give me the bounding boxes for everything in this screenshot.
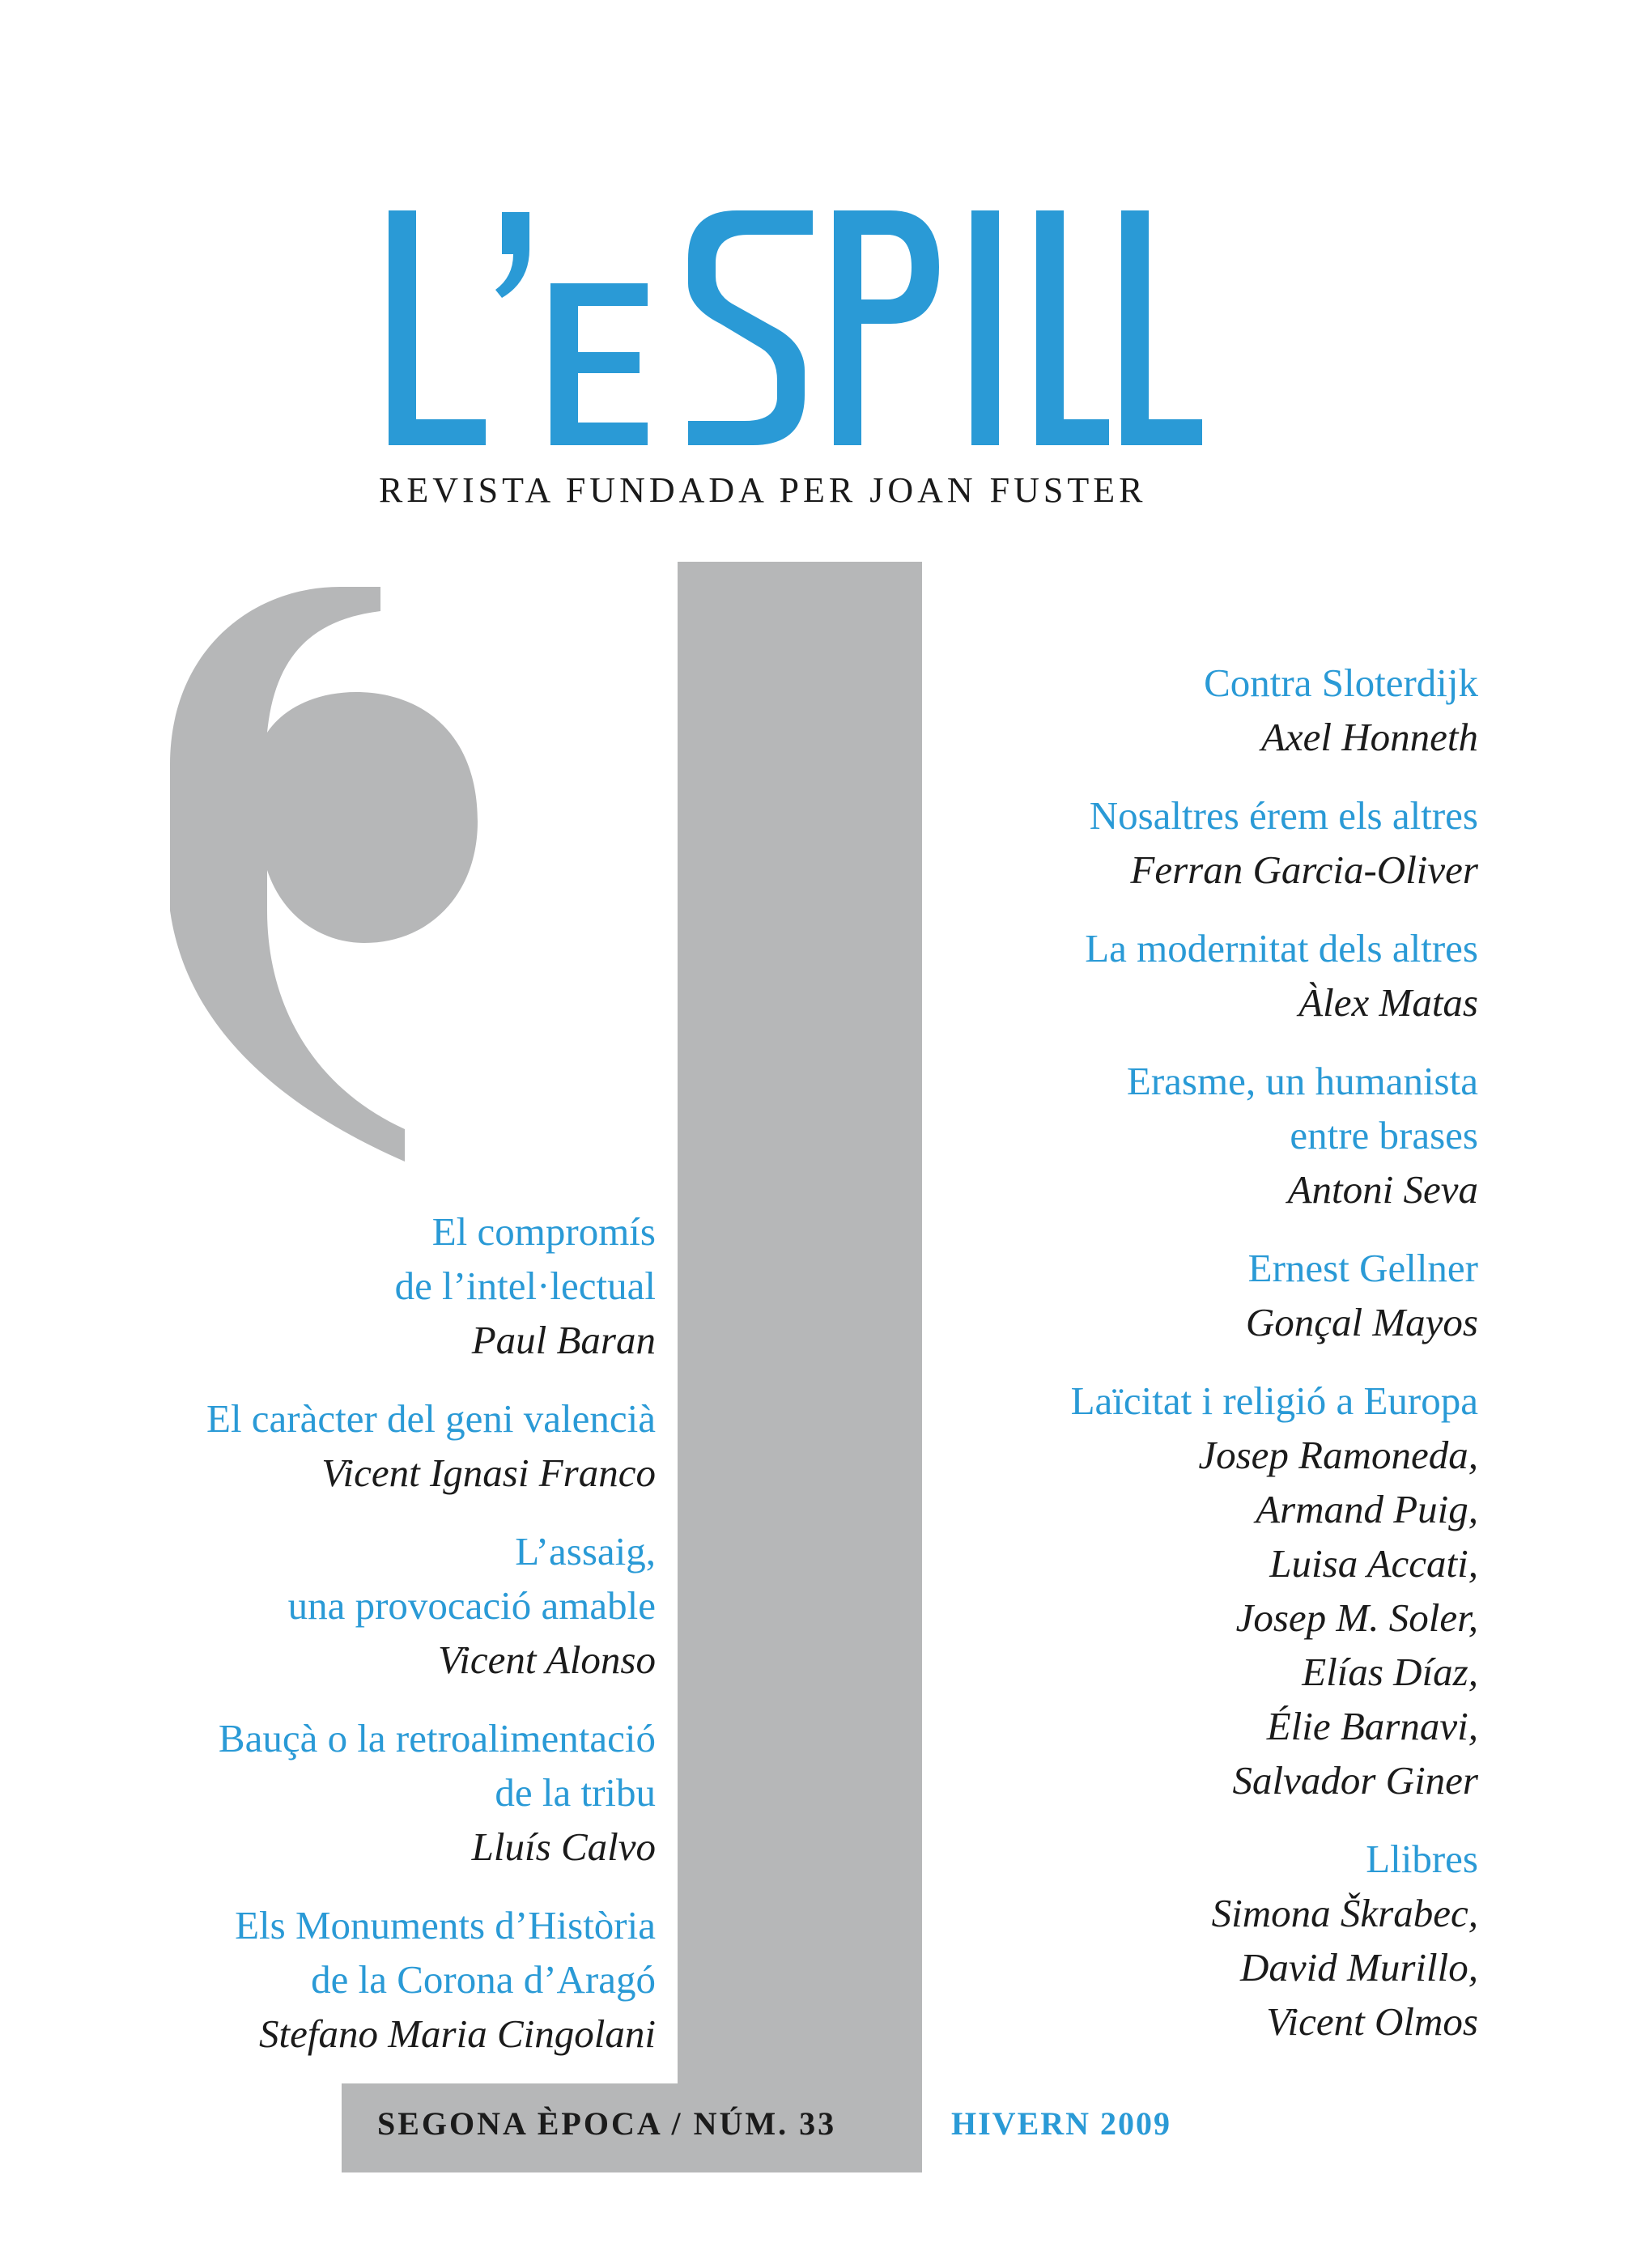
article-item — [939, 1054, 1478, 1217]
gray-vertical-bar — [678, 562, 922, 2109]
article-title: El compromís de l’intel·lectual — [394, 1209, 656, 1308]
comma-graphic — [154, 571, 494, 1170]
article-author: Vicent Ignasi Franco — [321, 1450, 656, 1495]
article-author: Simona Škrabec, David Murillo, Vicent Olmos — [1211, 1891, 1478, 2044]
article-author: Stefano Maria Cingolani — [259, 2011, 656, 2056]
article-author: Gonçal Mayos — [1245, 1300, 1478, 1344]
article-author: Lluís Calvo — [471, 1824, 656, 1869]
article-title: Ernest Gellner — [1247, 1246, 1478, 1290]
article-author: Vicent Alonso — [438, 1637, 656, 1682]
article-item — [49, 1391, 656, 1500]
article-title: Laïcitat i religió a Europa — [1070, 1378, 1478, 1423]
article-item — [939, 656, 1478, 764]
article-item — [49, 1898, 656, 2061]
article-item — [49, 1204, 656, 1367]
article-title: Bauçà o la retroalimentació de la tribu — [218, 1716, 656, 1815]
article-author: Paul Baran — [471, 1318, 656, 1362]
masthead-logo — [380, 202, 1206, 453]
article-author: Josep Ramoneda, Armand Puig, Luisa Accati, Josep M. Soler, Elías Díaz, Élie Barnavi, Salvador Giner — [1198, 1433, 1478, 1803]
article-item — [49, 1524, 656, 1687]
article-item — [939, 1374, 1478, 1807]
article-title: El caràcter del geni valencià — [206, 1396, 656, 1441]
article-title: Contra Sloterdijk — [1204, 660, 1478, 705]
article-author: Axel Honneth — [1260, 715, 1478, 759]
article-item — [939, 921, 1478, 1030]
lespill-logo — [380, 202, 1206, 453]
article-author: Ferran Garcia-Oliver — [1130, 847, 1478, 892]
article-title: Nosaltres érem els altres — [1089, 793, 1478, 838]
article-item — [939, 788, 1478, 897]
issue-number: SEGONA ÈPOCA / NÚM. 33 — [377, 2105, 837, 2142]
article-author: Àlex Matas — [1298, 980, 1478, 1025]
article-item — [939, 1241, 1478, 1349]
contents-right-column — [939, 656, 1478, 2073]
issue-season: HIVERN 2009 — [951, 2105, 1172, 2142]
article-item — [49, 1711, 656, 1874]
article-title: Llibres — [1366, 1837, 1478, 1881]
tagline: REVISTA FUNDADA PER JOAN FUSTER — [379, 470, 1147, 510]
article-title: Els Monuments d’Història de la Corona d’Aragó — [235, 1903, 656, 2002]
article-title: La modernitat dels altres — [1085, 926, 1478, 970]
article-author: Antoni Seva — [1287, 1167, 1478, 1212]
article-title: L’assaig, una provocació amable — [287, 1529, 656, 1628]
article-title: Erasme, un humanista entre brases — [1126, 1059, 1478, 1157]
article-item — [939, 1832, 1478, 2049]
contents-left-column — [49, 1204, 656, 2085]
